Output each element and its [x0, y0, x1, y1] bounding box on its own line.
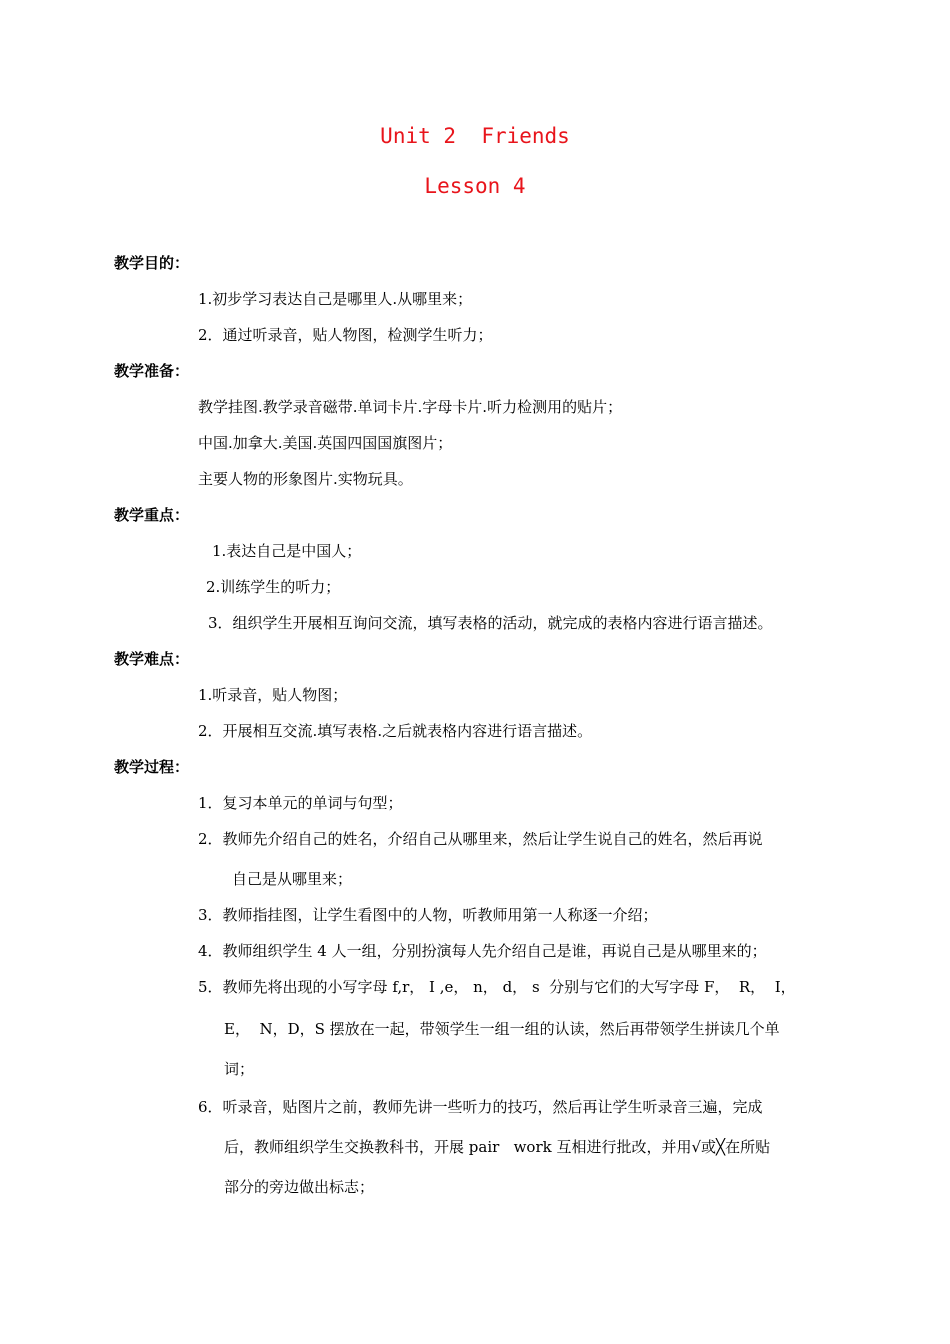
difficulty-item: 2．开展相互交流.填写表格.之后就表格内容进行语言描述。: [198, 722, 593, 740]
key-point-item: 1.表达自己是中国人；: [212, 542, 362, 560]
process-item: 4．教师组织学生 4 人一组，分别扮演每人先介绍自己是谁，再说自己是从哪里来的；: [198, 942, 767, 960]
preparation-item: 主要人物的形象图片.实物玩具。: [198, 470, 413, 488]
objectives-heading: 教学目的：: [114, 254, 190, 272]
process-item-continued: 部分的旁边做出标志；: [224, 1178, 375, 1196]
process-item: 5．教师先将出现的小写字母 f,r， I ,e， n， d， s 分别与它们的大写字母 F， R， I，: [198, 978, 796, 996]
preparation-item: 中国.加拿大.美国.英国四国国旗图片；: [198, 434, 453, 452]
process-item-continued: E， N，D，S 摆放在一起，带领学生一组一组的认读，然后再带领学生拼读几个单: [224, 1020, 780, 1038]
difficulty-item: 1.听录音，贴人物图；: [198, 686, 348, 704]
process-item-continued: 后，教师组织学生交换教科书，开展 pair work 互相进行批改，并用√或╳在所贴: [224, 1138, 771, 1156]
process-item: 3．教师指挂图，让学生看图中的人物，听教师用第一人称逐一介绍；: [198, 906, 658, 924]
process-item-continued: 词；: [224, 1060, 255, 1078]
key-point-item: 3．组织学生开展相互询问交流，填写表格的活动，就完成的表格内容进行语言描述。: [208, 614, 773, 632]
process-item: 2．教师先介绍自己的姓名，介绍自己从哪里来，然后让学生说自己的姓名，然后再说: [198, 830, 763, 848]
page-title: Unit 2 Friends: [380, 124, 570, 148]
key-points-heading: 教学重点：: [114, 506, 190, 524]
process-item: 1．复习本单元的单词与句型；: [198, 794, 403, 812]
process-item-continued: 自己是从哪里来；: [232, 870, 353, 888]
objective-item: 2．通过听录音，贴人物图，检测学生听力；: [198, 326, 493, 344]
key-point-item: 2.训练学生的听力；: [206, 578, 341, 596]
process-item: 6．听录音，贴图片之前，教师先讲一些听力的技巧，然后再让学生听录音三遍，完成: [198, 1098, 763, 1116]
objective-item: 1.初步学习表达自己是哪里人.从哪里来；: [198, 290, 473, 308]
process-heading: 教学过程：: [114, 758, 190, 776]
difficulties-heading: 教学难点：: [114, 650, 190, 668]
page-subtitle: Lesson 4: [424, 174, 526, 198]
preparation-item: 教学挂图.教学录音磁带.单词卡片.字母卡片.听力检测用的贴片；: [198, 398, 623, 416]
preparation-heading: 教学准备：: [114, 362, 190, 380]
